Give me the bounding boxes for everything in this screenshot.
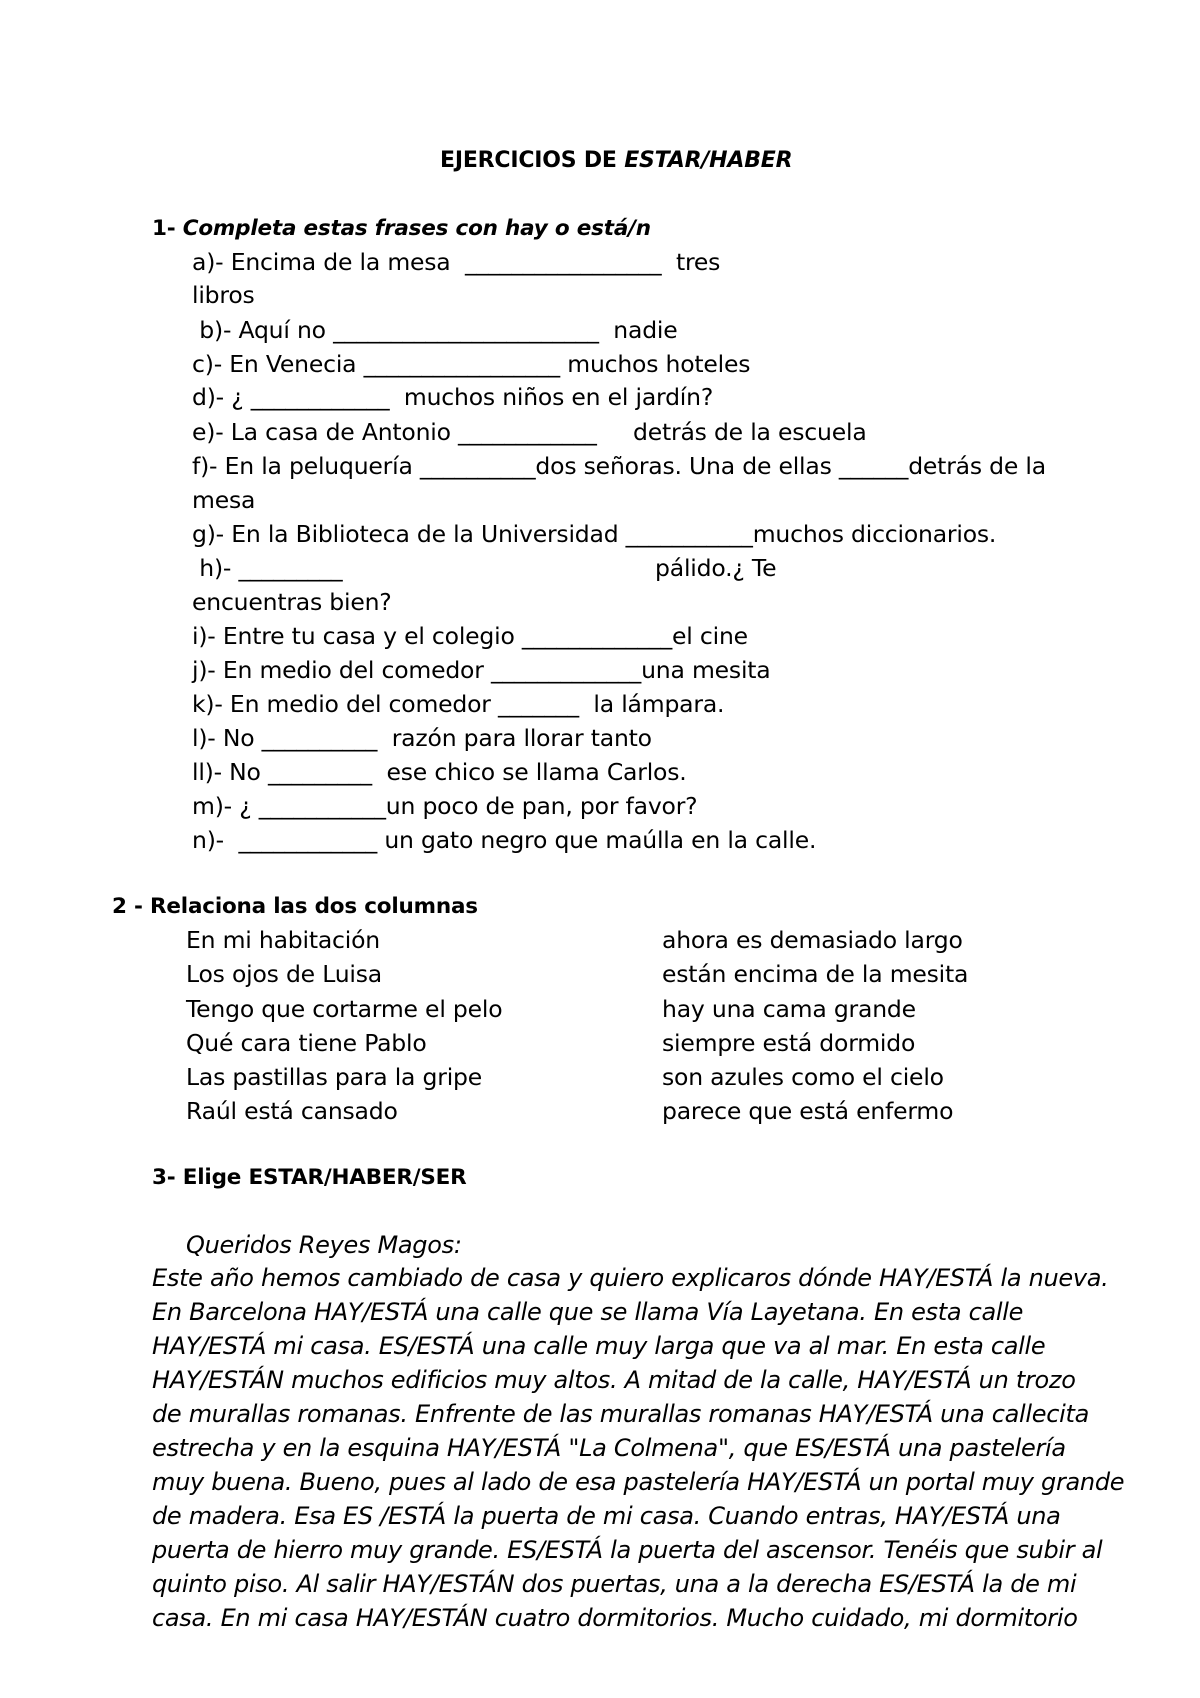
exercise-1-instruction: Completa estas frases con	[182, 216, 506, 241]
title-italic: ESTAR/HABER	[624, 148, 793, 173]
letter-greeting: Queridos Reyes Magos:	[186, 1231, 462, 1259]
letter-line: HAY/ESTÁ mi casa. ES/ESTÁ una calle muy larga que va al mar. En esta calle	[152, 1332, 1046, 1360]
letter-line: muy buena. Bueno, pues al lado de esa pastelería HAY/ESTÁ un portal muy grande	[152, 1468, 1125, 1496]
exercise-1-line: e)- La casa de Antonio ____________ detrás de la escuela	[192, 418, 867, 446]
match-right-item: parece que está enfermo	[662, 1097, 954, 1125]
match-left-item: Los ojos de Luisa	[186, 960, 382, 988]
page-title	[440, 146, 792, 176]
match-left-item: Qué cara tiene Pablo	[186, 1029, 427, 1057]
match-right-item: están encima de la mesita	[662, 960, 969, 988]
letter-line: casa. En mi casa HAY/ESTÁN cuatro dormitorios. Mucho cuidado, mi dormitorio	[152, 1604, 1078, 1632]
exercise-1-line: c)- En Venecia _________________ muchos hoteles	[192, 350, 751, 378]
letter-line: HAY/ESTÁN muchos edificios muy altos. A mitad de la calle, HAY/ESTÁ un trozo	[152, 1366, 1076, 1394]
exercise-1-line: encuentras bien?	[192, 588, 392, 616]
exercise-1-line: n)- ____________ un gato negro que maúlla en la calle.	[192, 826, 817, 854]
match-left-item: Las pastillas para la gripe	[186, 1063, 483, 1091]
exercise-1-header	[152, 214, 651, 244]
exercise-1-hay: hay	[505, 216, 548, 241]
letter-line: de murallas romanas. Enfrente de las murallas romanas HAY/ESTÁ una callecita	[152, 1400, 1089, 1428]
exercise-1-line: d)- ¿ ____________ muchos niños en el jardín?	[192, 383, 714, 411]
exercise-1-line: m)- ¿ ___________un poco de pan, por favor?	[192, 792, 698, 820]
match-right-item: ahora es demasiado largo	[662, 926, 963, 954]
exercise-1-esta: está/n	[576, 216, 651, 241]
exercise-1-number: 1-	[152, 216, 183, 241]
exercise-1-line: i)- Entre tu casa y el colegio _____________el cine	[192, 622, 748, 650]
exercise-2-header: 2 - Relaciona las dos columnas	[112, 894, 478, 919]
letter-line: puerta de hierro muy grande. ES/ESTÁ la puerta del ascensor. Tenéis que subir al	[152, 1536, 1103, 1564]
exercise-1-line: g)- En la Biblioteca de la Universidad ___________muchos diccionarios.	[192, 520, 997, 548]
match-right-item: son azules como el cielo	[662, 1063, 944, 1091]
exercise-1-line: l)- No __________ razón para llorar tanto	[192, 724, 652, 752]
letter-line: de madera. Esa ES /ESTÁ la puerta de mi casa. Cuando entras, HAY/ESTÁ una	[152, 1502, 1061, 1530]
title-prefix: EJERCICIOS DE	[440, 148, 625, 173]
exercise-1-line: mesa	[192, 486, 256, 514]
letter-line: quinto piso. Al salir HAY/ESTÁN dos puertas, una a la derecha ES/ESTÁ la de mi	[152, 1570, 1077, 1598]
exercise-1-line: libros	[192, 281, 255, 309]
match-left-item: Tengo que cortarme el pelo	[186, 995, 503, 1023]
letter-line: En Barcelona HAY/ESTÁ una calle que se llama Vía Layetana. En esta calle	[152, 1298, 1024, 1326]
exercise-1-line: k)- En medio del comedor _______ la lámpara.	[192, 690, 725, 718]
letter-line: estrecha y en la esquina HAY/ESTÁ "La Colmena", que ES/ESTÁ una pastelería	[152, 1434, 1066, 1462]
exercise-1-line: ll)- No _________ ese chico se llama Carlos.	[192, 758, 687, 786]
exercise-3-header: 3- Elige ESTAR/HABER/SER	[152, 1165, 467, 1190]
exercise-1-line: f)- En la peluquería __________dos señoras. Una de ellas ______detrás de la	[192, 452, 1046, 480]
match-right-item: hay una cama grande	[662, 995, 916, 1023]
exercise-1-line: h)- _________ pálido.¿ Te	[192, 554, 777, 582]
exercise-1-line: a)- Encima de la mesa _________________ tres	[192, 248, 721, 276]
match-right-item: siempre está dormido	[662, 1029, 916, 1057]
match-left-item: Raúl está cansado	[186, 1097, 398, 1125]
exercise-1-line: j)- En medio del comedor _____________una mesita	[192, 656, 771, 684]
exercise-1-line: b)- Aquí no _______________________ nadie	[192, 316, 678, 344]
exercise-1-o: o	[547, 216, 577, 241]
letter-line: Este año hemos cambiado de casa y quiero explicaros dónde HAY/ESTÁ la nueva.	[152, 1264, 1109, 1292]
match-left-item: En mi habitación	[186, 926, 380, 954]
